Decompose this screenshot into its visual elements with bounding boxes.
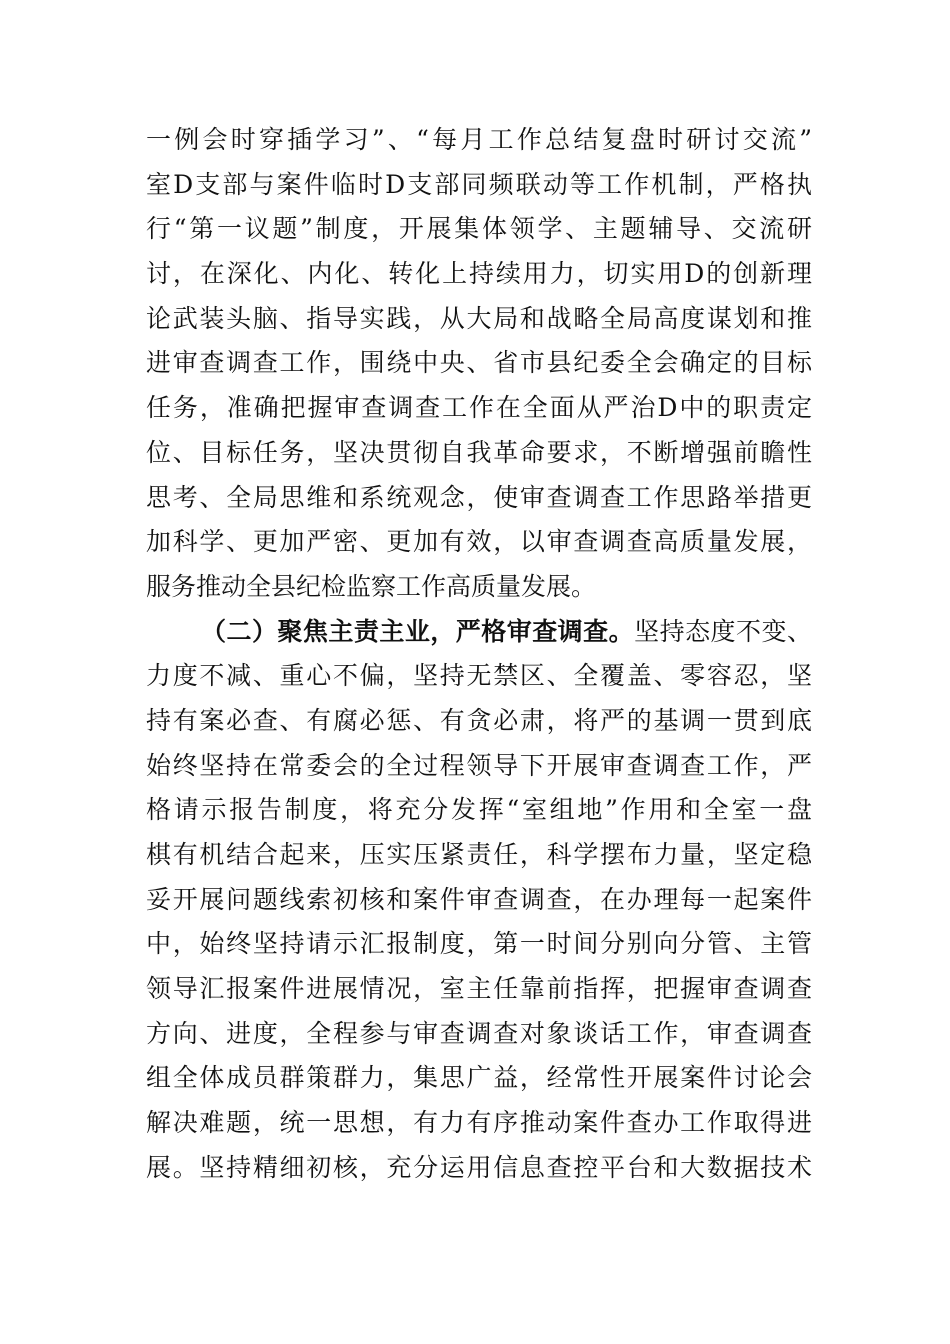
body-text xyxy=(146,118,812,1191)
text-line: 任务，准确把握审查调查工作在全面从严治D中的职责定 xyxy=(146,393,812,423)
text-line: 论武装头脑、指导实践，从大局和战略全局高度谋划和推 xyxy=(146,303,812,333)
text-line: 服务推动全县纪检监察工作高质量发展。 xyxy=(146,571,597,601)
text-line: 格请示报告制度，将充分发挥“室组地”作用和全室一盘 xyxy=(146,795,812,825)
text-line: 力度不减、重心不偏，坚持无禁区、全覆盖、零容忍，坚 xyxy=(146,661,812,691)
text-line: 妥开展问题线索初核和案件审查调查，在办理每一起案件 xyxy=(146,884,812,914)
paragraph-1 xyxy=(146,118,812,610)
section-heading: （二）聚焦主责主业，严格审查调查。 xyxy=(201,616,635,646)
text-line: 讨，在深化、内化、转化上持续用力，切实用D的创新理 xyxy=(146,259,812,289)
text-line: 思考、全局思维和系统观念，使审查调查工作思路举措更 xyxy=(146,482,812,512)
text-line: 位、目标任务，坚决贯彻自我革命要求，不断增强前瞻性 xyxy=(146,437,812,467)
text-line: 领导汇报案件进展情况，室主任靠前指挥，把握审查调查 xyxy=(146,974,812,1004)
text-line: 室D支部与案件临时D支部同频联动等工作机制，严格执 xyxy=(146,169,812,199)
text-fragment: 坚持态度不变、 xyxy=(634,616,812,646)
text-line: 行“第一议题”制度，开展集体领学、主题辅导、交流研 xyxy=(146,214,812,244)
text-line: 组全体成员群策群力，集思广益，经常性开展案件讨论会 xyxy=(146,1063,812,1093)
text-line xyxy=(146,610,812,655)
text-line: 解决难题，统一思想，有力有序推动案件查办工作取得进 xyxy=(146,1108,812,1138)
text-line: 一例会时穿插学习”、“每月工作总结复盘时研讨交流” xyxy=(146,125,812,154)
text-line: 方向、进度，全程参与审查调查对象谈话工作，审查调查 xyxy=(146,1018,812,1048)
text-line: 棋有机结合起来，压实压紧责任，科学摆布力量，坚定稳 xyxy=(146,840,812,869)
text-line: 中，始终坚持请示汇报制度，第一时间分别向分管、主管 xyxy=(146,929,812,959)
text-line: 展。坚持精细初核，充分运用信息查控平台和大数据技术 xyxy=(146,1152,812,1182)
text-line: 加科学、更加严密、更加有效，以审查调查高质量发展， xyxy=(146,527,812,557)
text-line: 始终坚持在常委会的全过程领导下开展审查调查工作，严 xyxy=(146,750,812,780)
text-line: 持有案必查、有腐必惩、有贪必肃，将严的基调一贯到底 xyxy=(146,705,812,735)
paragraph-2 xyxy=(146,610,812,1191)
text-line: 进审查调查工作，围绕中央、省市县纪委全会确定的目标 xyxy=(146,348,812,378)
